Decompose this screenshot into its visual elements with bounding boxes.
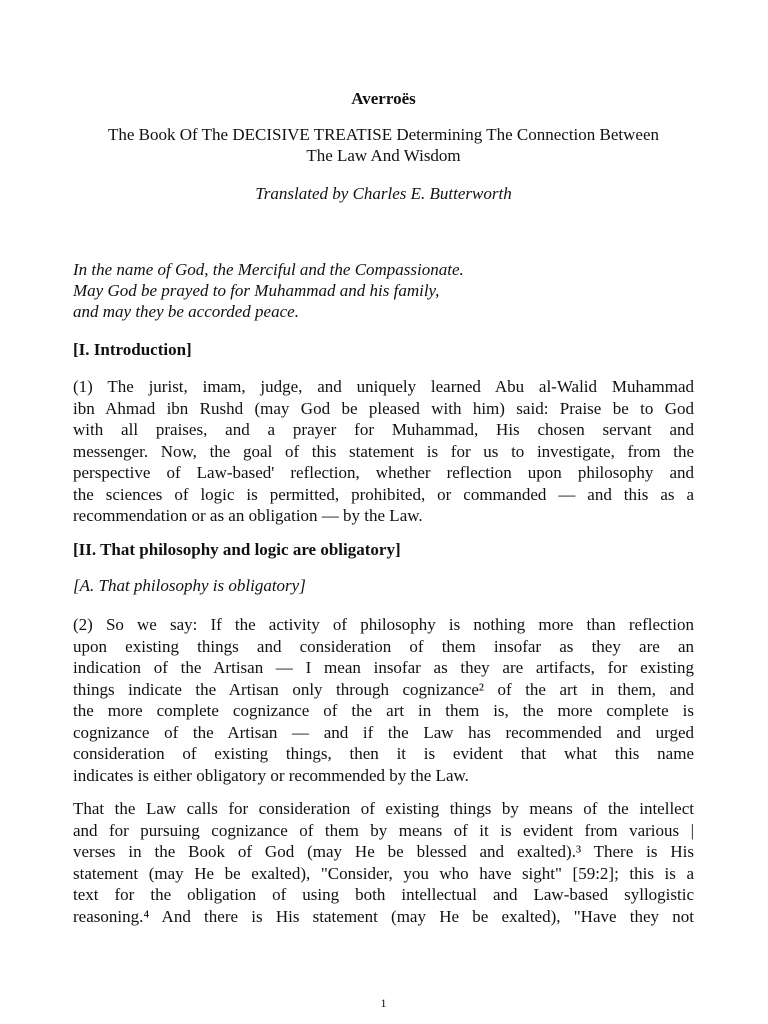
paragraph-line: messenger. Now, the goal of this statement is for us to investigate, from the [73,441,694,461]
paragraph-1 [73,376,694,527]
title-line: The Book Of The DECISIVE TREATISE Determining The Connection Between [108,125,659,144]
title-line: The Law And Wisdom [306,146,461,165]
section-heading-introduction: [I. Introduction] [73,340,192,359]
translator-credit: Translated by Charles E. Butterworth [255,184,512,203]
document-title [73,124,694,166]
paragraph-line: consideration of existing things, then it is evident that what this name [73,744,694,763]
paragraph-line: verses in the Book of God (may He be blessed and exalted).³ There is His [73,842,694,861]
paragraph-line: statement (may He be exalted), "Consider, you who have sight" [59:2]; this is a [73,863,694,883]
paragraph-line: reasoning.⁴ And there is His statement (may He be exalted), "Have they not [73,906,694,926]
page-number: 1 [380,996,387,1010]
paragraph-line: upon existing things and consideration of them insofar as they are an [73,636,694,656]
paragraph-line: That the Law calls for consideration of existing things by means of the intellect [73,799,694,818]
paragraph-line: the sciences of logic is permitted, prohibited, or commanded — and this as a [73,484,694,504]
paragraph-line: (1) The jurist, imam, judge, and uniquely learned Abu al-Walid Muhammad [73,377,694,396]
paragraph-3 [73,798,694,927]
paragraph-line: perspective of Law-based' reflection, whether reflection upon philosophy and [73,463,694,482]
paragraph-line: things indicate the Artisan only through cognizance² of the art in them, and [73,679,694,699]
paragraph-line: text for the obligation of using both intellectual and Law-based syllogistic [73,885,694,904]
paragraph-line: and for pursuing cognizance of them by means of it is evident from various | [73,820,694,840]
invocation-line: May God be prayed to for Muhammad and his family, [73,281,440,300]
paragraph-line: indication of the Artisan — I mean insofar as they are artifacts, for existing [73,658,694,677]
author-name: Averroës [351,89,416,108]
invocation-line: and may they be accorded peace. [73,302,299,321]
section-heading-obligatory: [II. That philosophy and logic are obligatory] [73,540,401,559]
paragraph-line: the more complete cognizance of the art in them is, the more complete is [73,701,694,720]
paragraph-line: recommendation or as an obligation — by the Law. [73,506,423,525]
paragraph-line: indicates is either obligatory or recommended by the Law. [73,765,469,785]
subsection-heading-a: [A. That philosophy is obligatory] [73,576,306,595]
paragraph-2 [73,614,694,786]
paragraph-line: with all praises, and a prayer for Muhammad, His chosen servant and [73,420,694,439]
document-page [73,0,694,1024]
paragraph-line: cognizance of the Artisan — and if the Law has recommended and urged [73,722,694,742]
invocation [73,259,694,322]
paragraph-line: ibn Ahmad ibn Rushd (may God be pleased with him) said: Praise be to God [73,398,694,418]
invocation-line: In the name of God, the Merciful and the Compassionate. [73,260,464,279]
paragraph-line: (2) So we say: If the activity of philosophy is nothing more than reflection [73,615,694,634]
